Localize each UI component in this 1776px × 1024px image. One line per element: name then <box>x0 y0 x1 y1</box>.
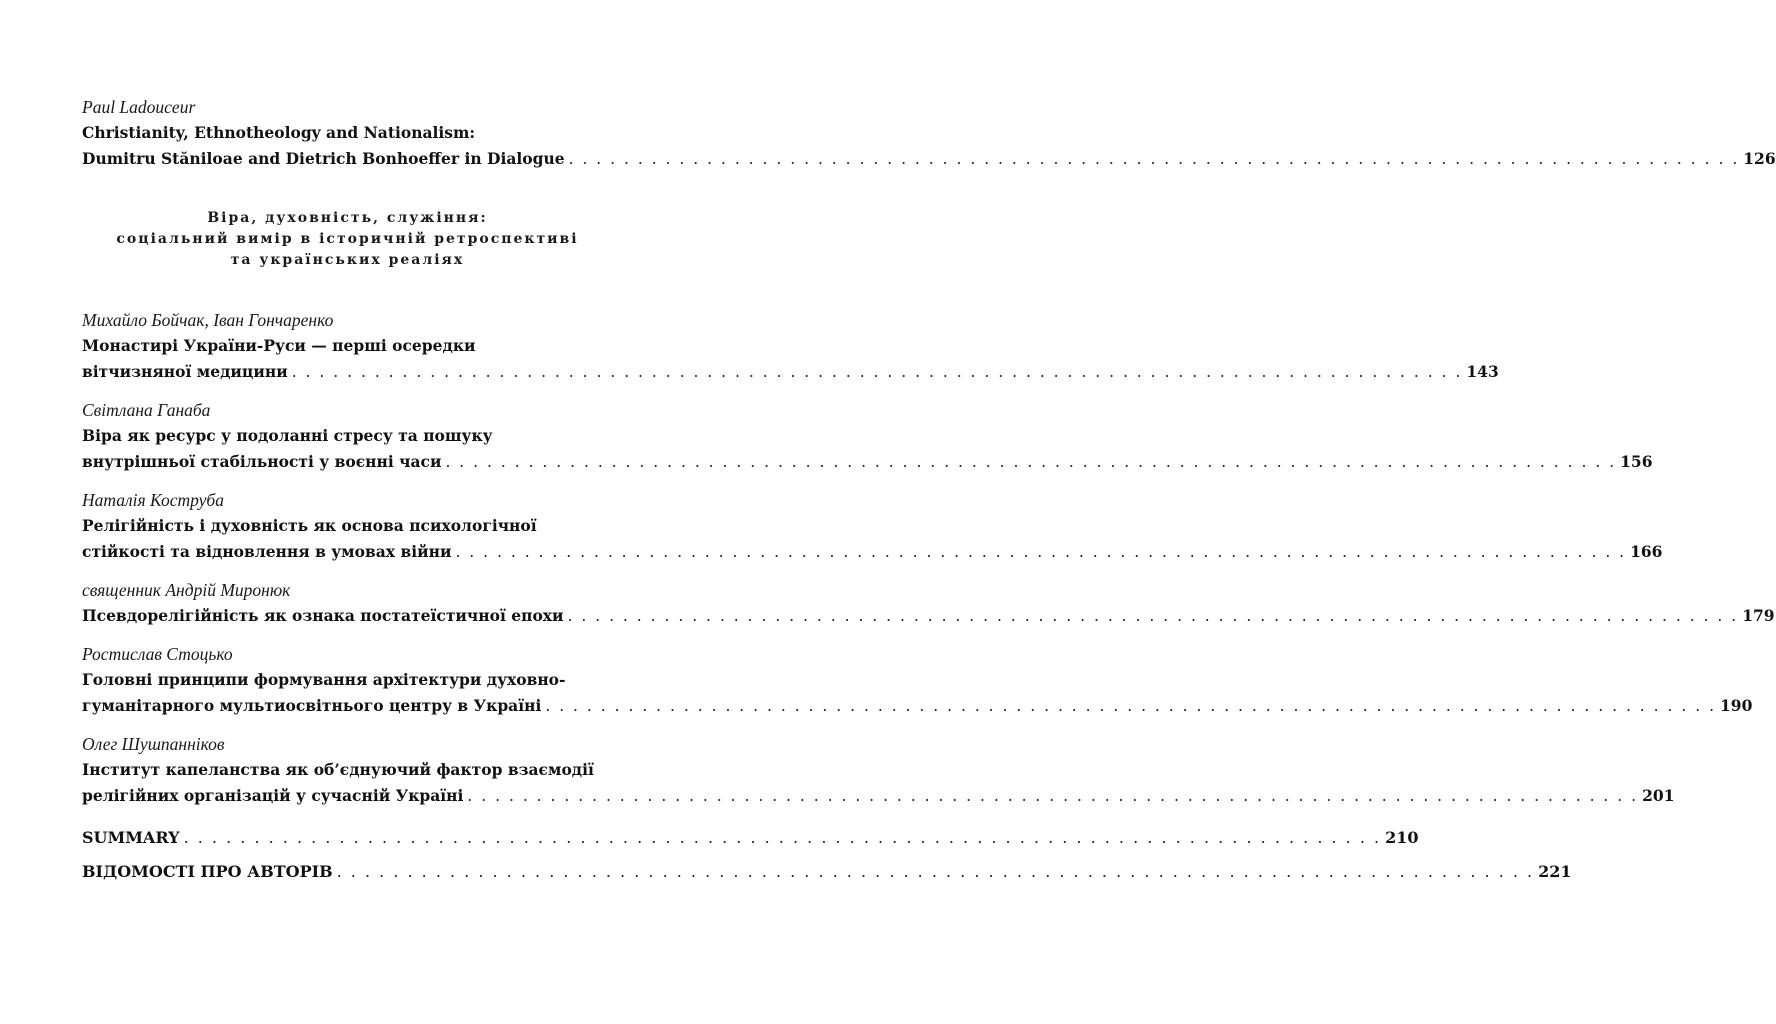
section-heading-line: соціальний вимір в історичній ретроспективі <box>116 231 579 247</box>
entry-title-line <box>82 513 613 539</box>
entry-title-line <box>82 667 613 693</box>
entry-title-text: ВІДОМОСТІ ПРО АВТОРІВ <box>82 862 333 881</box>
entry-author: Михайло Бойчак, Іван Гончаренко <box>82 310 334 330</box>
entry-page-number: 166 <box>1630 542 1663 561</box>
entry-title-line <box>82 821 1419 855</box>
section-heading <box>82 208 613 271</box>
entry-page-number: 126 <box>1743 149 1776 168</box>
entry-page-number: 190 <box>1720 696 1753 715</box>
table-of-contents <box>82 94 1776 889</box>
toc-entry-summary <box>82 821 1572 889</box>
entry-author: Paul Ladouceur <box>82 97 196 117</box>
toc-entry <box>82 94 1776 172</box>
entry-title-text: вітчизняної медицини <box>82 362 288 381</box>
entry-title-line <box>82 120 613 146</box>
dot-leader: . . . . . . . . . . . . . . . . . . . . . . . . . . . . . . . . . . . . . . . . . . . . . . . . . . . . . . . . . . . . . . . . . . . . . . . . . . . . . . . . . . . . . <box>567 607 1739 625</box>
dot-leader: . . . . . . . . . . . . . . . . . . . . . . . . . . . . . . . . . . . . . . . . . . . . . . . . . . . . . . . . . . . . . . . . . . . . . . . . . . . . . . . . . . . . . <box>445 453 1617 471</box>
entry-title-line <box>82 855 1572 889</box>
toc-entry <box>82 641 1753 719</box>
entry-title-line <box>82 693 1753 719</box>
dot-leader: . . . . . . . . . . . . . . . . . . . . . . . . . . . . . . . . . . . . . . . . . . . . . . . . . . . . . . . . . . . . . . . . . . . . . . . . . . . . . . . . . . . . . <box>291 363 1463 381</box>
toc-entry <box>82 397 1653 475</box>
entry-page-number: 221 <box>1538 862 1572 881</box>
entry-author: Наталія Коструба <box>82 490 224 510</box>
entry-page-number: 210 <box>1385 828 1419 847</box>
dot-leader: . . . . . . . . . . . . . . . . . . . . . . . . . . . . . . . . . . . . . . . . . . . . . . . . . . . . . . . . . . . . . . . . . . . . . . . . . . . . . . . . . . . . . <box>467 787 1639 805</box>
entry-author: священник Андрій Миронюк <box>82 580 291 600</box>
toc-entry <box>82 577 1775 629</box>
entry-title-line <box>82 449 1653 475</box>
entry-title-line <box>82 757 613 783</box>
entry-title-text: Псевдорелігійність як ознака постатеїстичної епохи <box>82 606 564 625</box>
entry-title-text: Головні принципи формування архітектури духовно- <box>82 670 566 689</box>
dot-leader: . . . . . . . . . . . . . . . . . . . . . . . . . . . . . . . . . . . . . . . . . . . . . . . . . . . . . . . . . . . . . . . . . . . . . . . . . . . . . . . . . . . . . <box>455 543 1627 561</box>
entry-title-text: Віра як ресурс у подоланні стресу та пошуку <box>82 426 493 445</box>
entry-title-text: Christianity, Ethnotheology and Nationalism: <box>82 123 476 142</box>
entry-title-text: SUMMARY <box>82 828 180 847</box>
entry-title-text: внутрішньої стабільності у воєнні часи <box>82 452 442 471</box>
entry-author: Світлана Ганаба <box>82 400 211 420</box>
entry-title-text: Dumitru Stăniloae and Dietrich Bonhoeffer in Dialogue <box>82 149 565 168</box>
entry-title-line <box>82 333 613 359</box>
entry-title-line <box>82 423 613 449</box>
entry-title-line <box>82 359 1499 385</box>
toc-entry <box>82 307 1499 385</box>
dot-leader: . . . . . . . . . . . . . . . . . . . . . . . . . . . . . . . . . . . . . . . . . . . . . . . . . . . . . . . . . . . . . . . . . . . . . . . . . . . . . . . . . . . . . <box>336 862 1535 881</box>
entry-author: Ростислав Стоцько <box>82 644 233 664</box>
toc-entry <box>82 731 1675 809</box>
toc-entry <box>82 487 1663 565</box>
entry-page-number: 201 <box>1642 786 1675 805</box>
entry-title-line <box>82 783 1675 809</box>
dot-leader: . . . . . . . . . . . . . . . . . . . . . . . . . . . . . . . . . . . . . . . . . . . . . . . . . . . . . . . . . . . . . . . . . . . . . . . . . . . . . . . . . . . . . <box>183 828 1382 847</box>
section-heading-line: та українських реаліях <box>230 252 465 268</box>
entry-title-text: Інститут капеланства як об’єднуючий фактор взаємодії <box>82 760 594 779</box>
section-heading-line: Віра, духовність, служіння: <box>207 210 488 226</box>
entry-title-text: стійкості та відновлення в умовах війни <box>82 542 452 561</box>
entry-title-line <box>82 603 1775 629</box>
entry-title-text: релігійних організацій у сучасній Україні <box>82 786 464 805</box>
entry-title-line <box>82 539 1663 565</box>
entry-page-number: 143 <box>1466 362 1499 381</box>
entry-title-line <box>82 146 1776 172</box>
entry-author: Олег Шушпанніков <box>82 734 225 754</box>
entry-title-text: гуманітарного мультиосвітнього центру в Україні <box>82 696 542 715</box>
entry-title-text: Монастирі України-Руси — перші осередки <box>82 336 476 355</box>
dot-leader: . . . . . . . . . . . . . . . . . . . . . . . . . . . . . . . . . . . . . . . . . . . . . . . . . . . . . . . . . . . . . . . . . . . . . . . . . . . . . . . . . . . . . <box>568 150 1740 168</box>
entry-title-text: Релігійність і духовність як основа психологічної <box>82 516 537 535</box>
entry-page-number: 179 <box>1742 606 1775 625</box>
dot-leader: . . . . . . . . . . . . . . . . . . . . . . . . . . . . . . . . . . . . . . . . . . . . . . . . . . . . . . . . . . . . . . . . . . . . . . . . . . . . . . . . . . . . . <box>545 697 1717 715</box>
entry-page-number: 156 <box>1620 452 1653 471</box>
